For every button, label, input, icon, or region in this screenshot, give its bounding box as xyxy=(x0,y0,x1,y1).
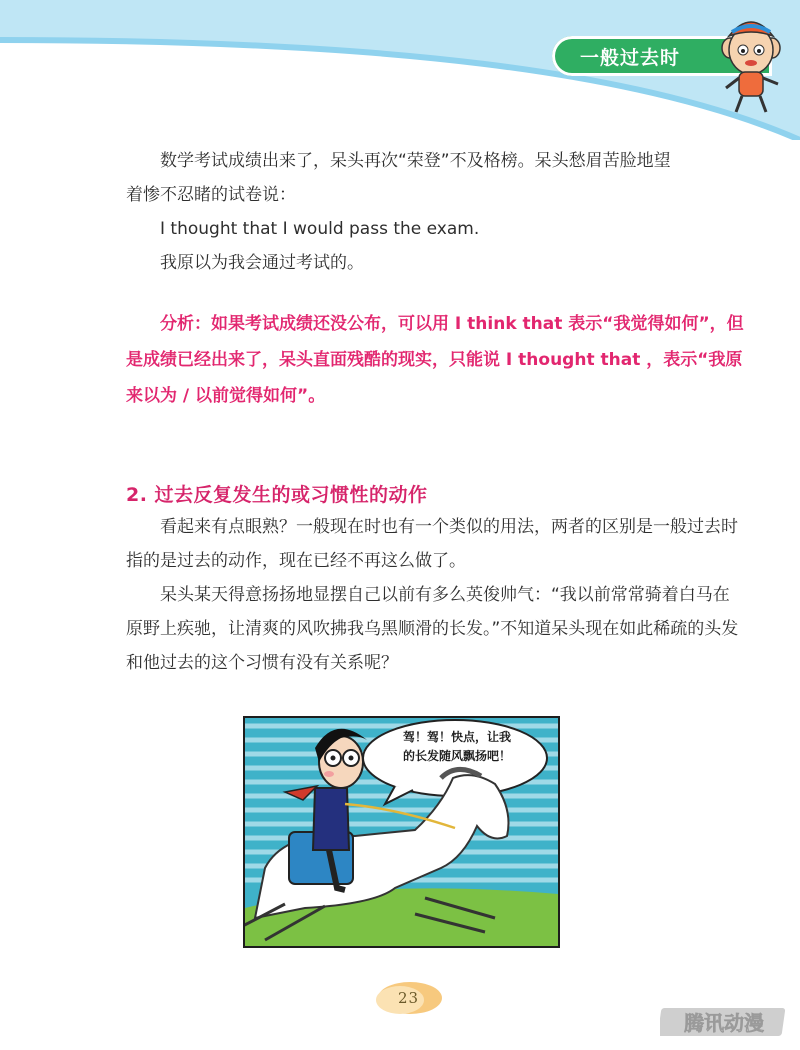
section2-paragraph-1: 看起来有点眼熟？一般现在时也有一个类似的用法，两者的区别是一般过去时指的是过去的动作，现在已经不再这么做了。 xyxy=(126,517,738,571)
speech-bubble-line-1: 驾！驾！快点，让我 xyxy=(402,730,511,744)
comic-illustration xyxy=(243,716,560,948)
intro-line-1: 数学考试成绩出来了，呆头再次“荣登”不及格榜。呆头愁眉苦脸地望 xyxy=(160,151,671,171)
english-sentence: I thought that I would pass the exam. xyxy=(160,219,480,239)
chapter-title: 一般过去时 xyxy=(580,46,681,69)
section-heading: 2. 过去反复发生的或习惯性的动作 xyxy=(126,484,428,506)
page-number: 23 xyxy=(398,989,420,1007)
speech-bubble xyxy=(377,728,537,766)
section2-body xyxy=(126,510,742,680)
section2-paragraph-2: 呆头某天得意扬扬地显摆自己以前有多么英俊帅气：“我以前常常骑着白马在原野上疾驰，让清爽的风吹拂我乌黑顺滑的长发。”不知道呆头现在如此稀疏的头发和他过去的这个习惯有没有关系呢？ xyxy=(126,585,739,673)
mascot-illustration xyxy=(692,6,792,116)
speech-bubble-line-2: 的长发随风飘扬吧！ xyxy=(402,749,511,763)
svg-text:腾讯动漫: 腾讯动漫 xyxy=(684,1011,764,1035)
intro-line-2: 着惨不忍睹的试卷说： xyxy=(126,185,296,205)
example-block xyxy=(126,144,742,280)
analysis-paragraph: 分析：如果考试成绩还没公布，可以用 I think that 表示“我觉得如何”，但是成绩已经出来了，呆头直面残酷的现实，只能说 I thought that ，表示“我原来以为 / 以前觉得如何”。 xyxy=(126,314,744,406)
watermark-logo xyxy=(660,1004,788,1040)
chinese-translation: 我原以为我会通过考试的。 xyxy=(160,253,364,273)
